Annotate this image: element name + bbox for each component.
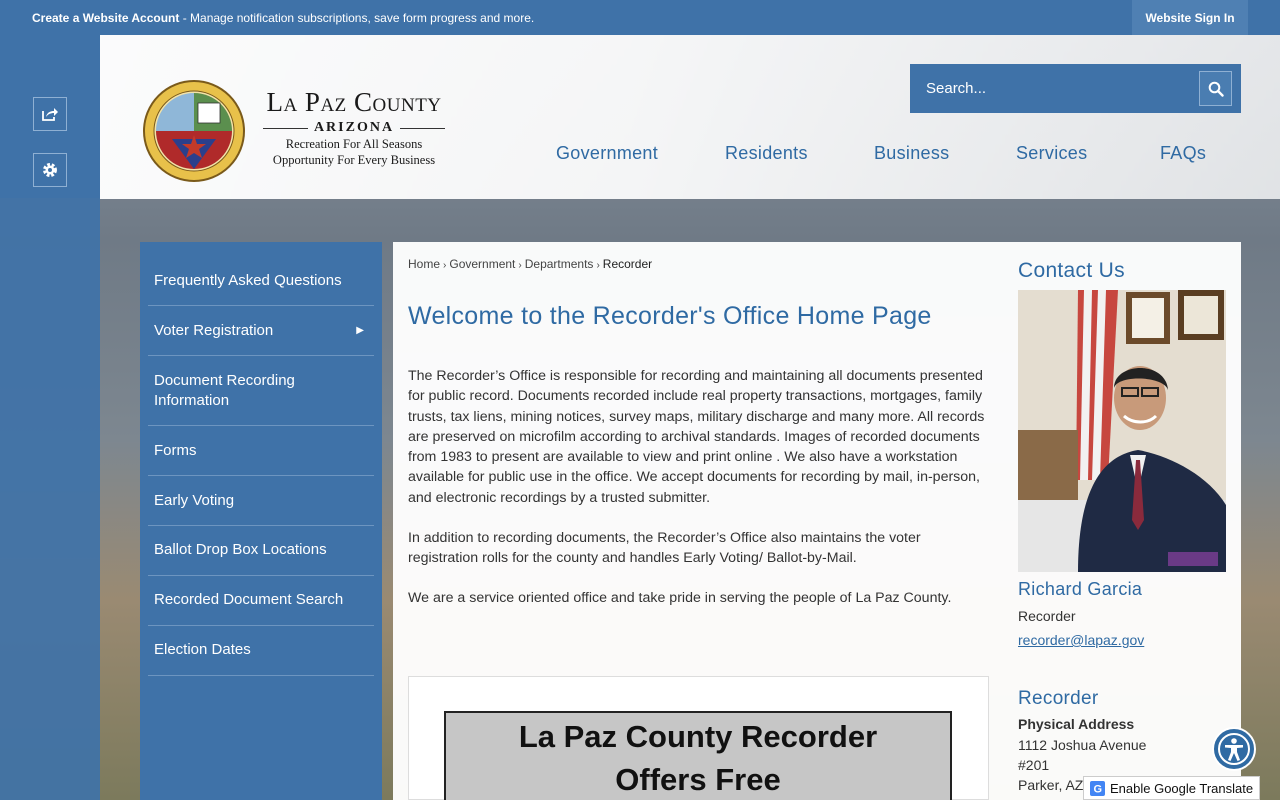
account-bar: [0, 0, 1280, 35]
sidemenu-item-faq[interactable]: Frequently Asked Questions: [148, 256, 374, 306]
recorder-name: Richard Garcia: [1018, 579, 1143, 599]
contact-heading: Contact Us: [1018, 259, 1125, 282]
google-translate-button[interactable]: [1083, 776, 1260, 800]
submenu-arrow-icon[interactable]: ▶: [356, 325, 364, 336]
nav-government[interactable]: Government: [556, 143, 659, 163]
accessibility-button[interactable]: [1212, 727, 1256, 771]
recorder-role: Recorder: [1018, 608, 1076, 624]
sidemenu-item-election-dates[interactable]: Election Dates: [148, 626, 374, 676]
intro-paragraph: The Recorder’s Office is responsible for recording and maintaining all documents presented for public record. Documents recorded include real property transactions, mortgages, family trusts, tax liens, mining notices, survey maps, military discharge and many more. All records are preserved on microfilm according to archival standards. Images of recorded documents from 1983 to present are available to view and print online . We also have a workstation available for public use in the office. We accept documents for recording by mail, in-person, and electronic recordings by a trusted submitter.: [408, 368, 985, 506]
share-button[interactable]: [33, 97, 67, 131]
svg-text:G: G: [1093, 783, 1103, 796]
create-account-link[interactable]: Create a Website Account: [32, 11, 180, 25]
breadcrumb-government[interactable]: Government: [449, 257, 516, 271]
nav-residents[interactable]: Residents: [725, 143, 808, 163]
search-icon: [1208, 81, 1224, 97]
county-logo-text[interactable]: [258, 86, 450, 168]
address-line-2: #201: [1018, 757, 1050, 773]
nav-services[interactable]: Services: [1016, 143, 1088, 163]
breadcrumb-departments[interactable]: Departments: [524, 257, 594, 271]
create-account-desc: - Manage notification subscriptions, save form progress and more.: [179, 11, 535, 25]
create-account-message[interactable]: [32, 11, 534, 25]
logo-tagline-1: Recreation For All Seasons: [285, 137, 423, 151]
recorder-photo: [1018, 290, 1226, 572]
google-translate-icon: [1090, 781, 1105, 796]
logo-state: [258, 120, 450, 136]
flyer-line-1: La Paz County Recorder: [518, 719, 878, 754]
service-paragraph: We are a service oriented office and take pride in serving the people of La Paz County.: [408, 590, 952, 606]
share-icon: [41, 106, 59, 122]
flyer-line-2: Offers Free: [615, 762, 781, 797]
logo-state-text: ARIZONA: [313, 120, 395, 135]
google-translate-label: Enable Google Translate: [1110, 780, 1254, 796]
physical-address-label: Physical Address: [1018, 716, 1135, 732]
settings-button[interactable]: [33, 153, 67, 187]
address-line-1: 1112 Joshua Avenue: [1018, 737, 1147, 753]
logo-tagline-2: Opportunity For Every Business: [272, 153, 436, 167]
sign-in-button[interactable]: Website Sign In: [1132, 0, 1248, 35]
address-line-3: Parker, AZ: [1018, 777, 1084, 793]
voter-paragraph: In addition to recording documents, the Recorder’s Office also maintains the voter registration rolls for the county and handles Early Voting/ Ballot-by-Mail.: [408, 530, 921, 567]
sidemenu-item-document-recording[interactable]: Document Recording Information: [148, 356, 374, 426]
sidemenu-item-forms[interactable]: Forms: [148, 426, 374, 476]
sidemenu-item-early-voting[interactable]: Early Voting: [148, 476, 374, 526]
nav-faqs[interactable]: FAQs: [1160, 143, 1207, 163]
breadcrumb-current: Recorder: [602, 257, 653, 271]
search-button[interactable]: [1199, 71, 1232, 106]
flyer-text: [444, 711, 952, 800]
search-input[interactable]: [910, 64, 1200, 113]
recorder-section-heading: Recorder: [1018, 688, 1099, 709]
gear-icon: [41, 161, 59, 179]
recorder-email-link[interactable]: recorder@lapaz.gov: [1018, 632, 1145, 648]
logo-title: La Paz County: [266, 87, 442, 117]
search-box: [910, 64, 1241, 113]
county-seal-logo[interactable]: [142, 79, 246, 183]
breadcrumb: Home › Government › Departments › Recorder: [408, 257, 653, 271]
flyer-image[interactable]: [408, 676, 989, 800]
tool-rail: [0, 35, 100, 800]
nav-business[interactable]: Business: [874, 143, 950, 163]
sidemenu-item-recorded-document-search[interactable]: Recorded Document Search: [148, 576, 374, 626]
sidemenu-item-ballot-drop-box[interactable]: Ballot Drop Box Locations: [148, 526, 374, 576]
sidemenu-item-voter-registration[interactable]: Voter Registration ▶: [148, 306, 374, 356]
page-title: Welcome to the Recorder's Office Home Page: [408, 302, 932, 330]
accessibility-icon: [1217, 732, 1251, 766]
breadcrumb-home[interactable]: Home: [408, 257, 441, 271]
